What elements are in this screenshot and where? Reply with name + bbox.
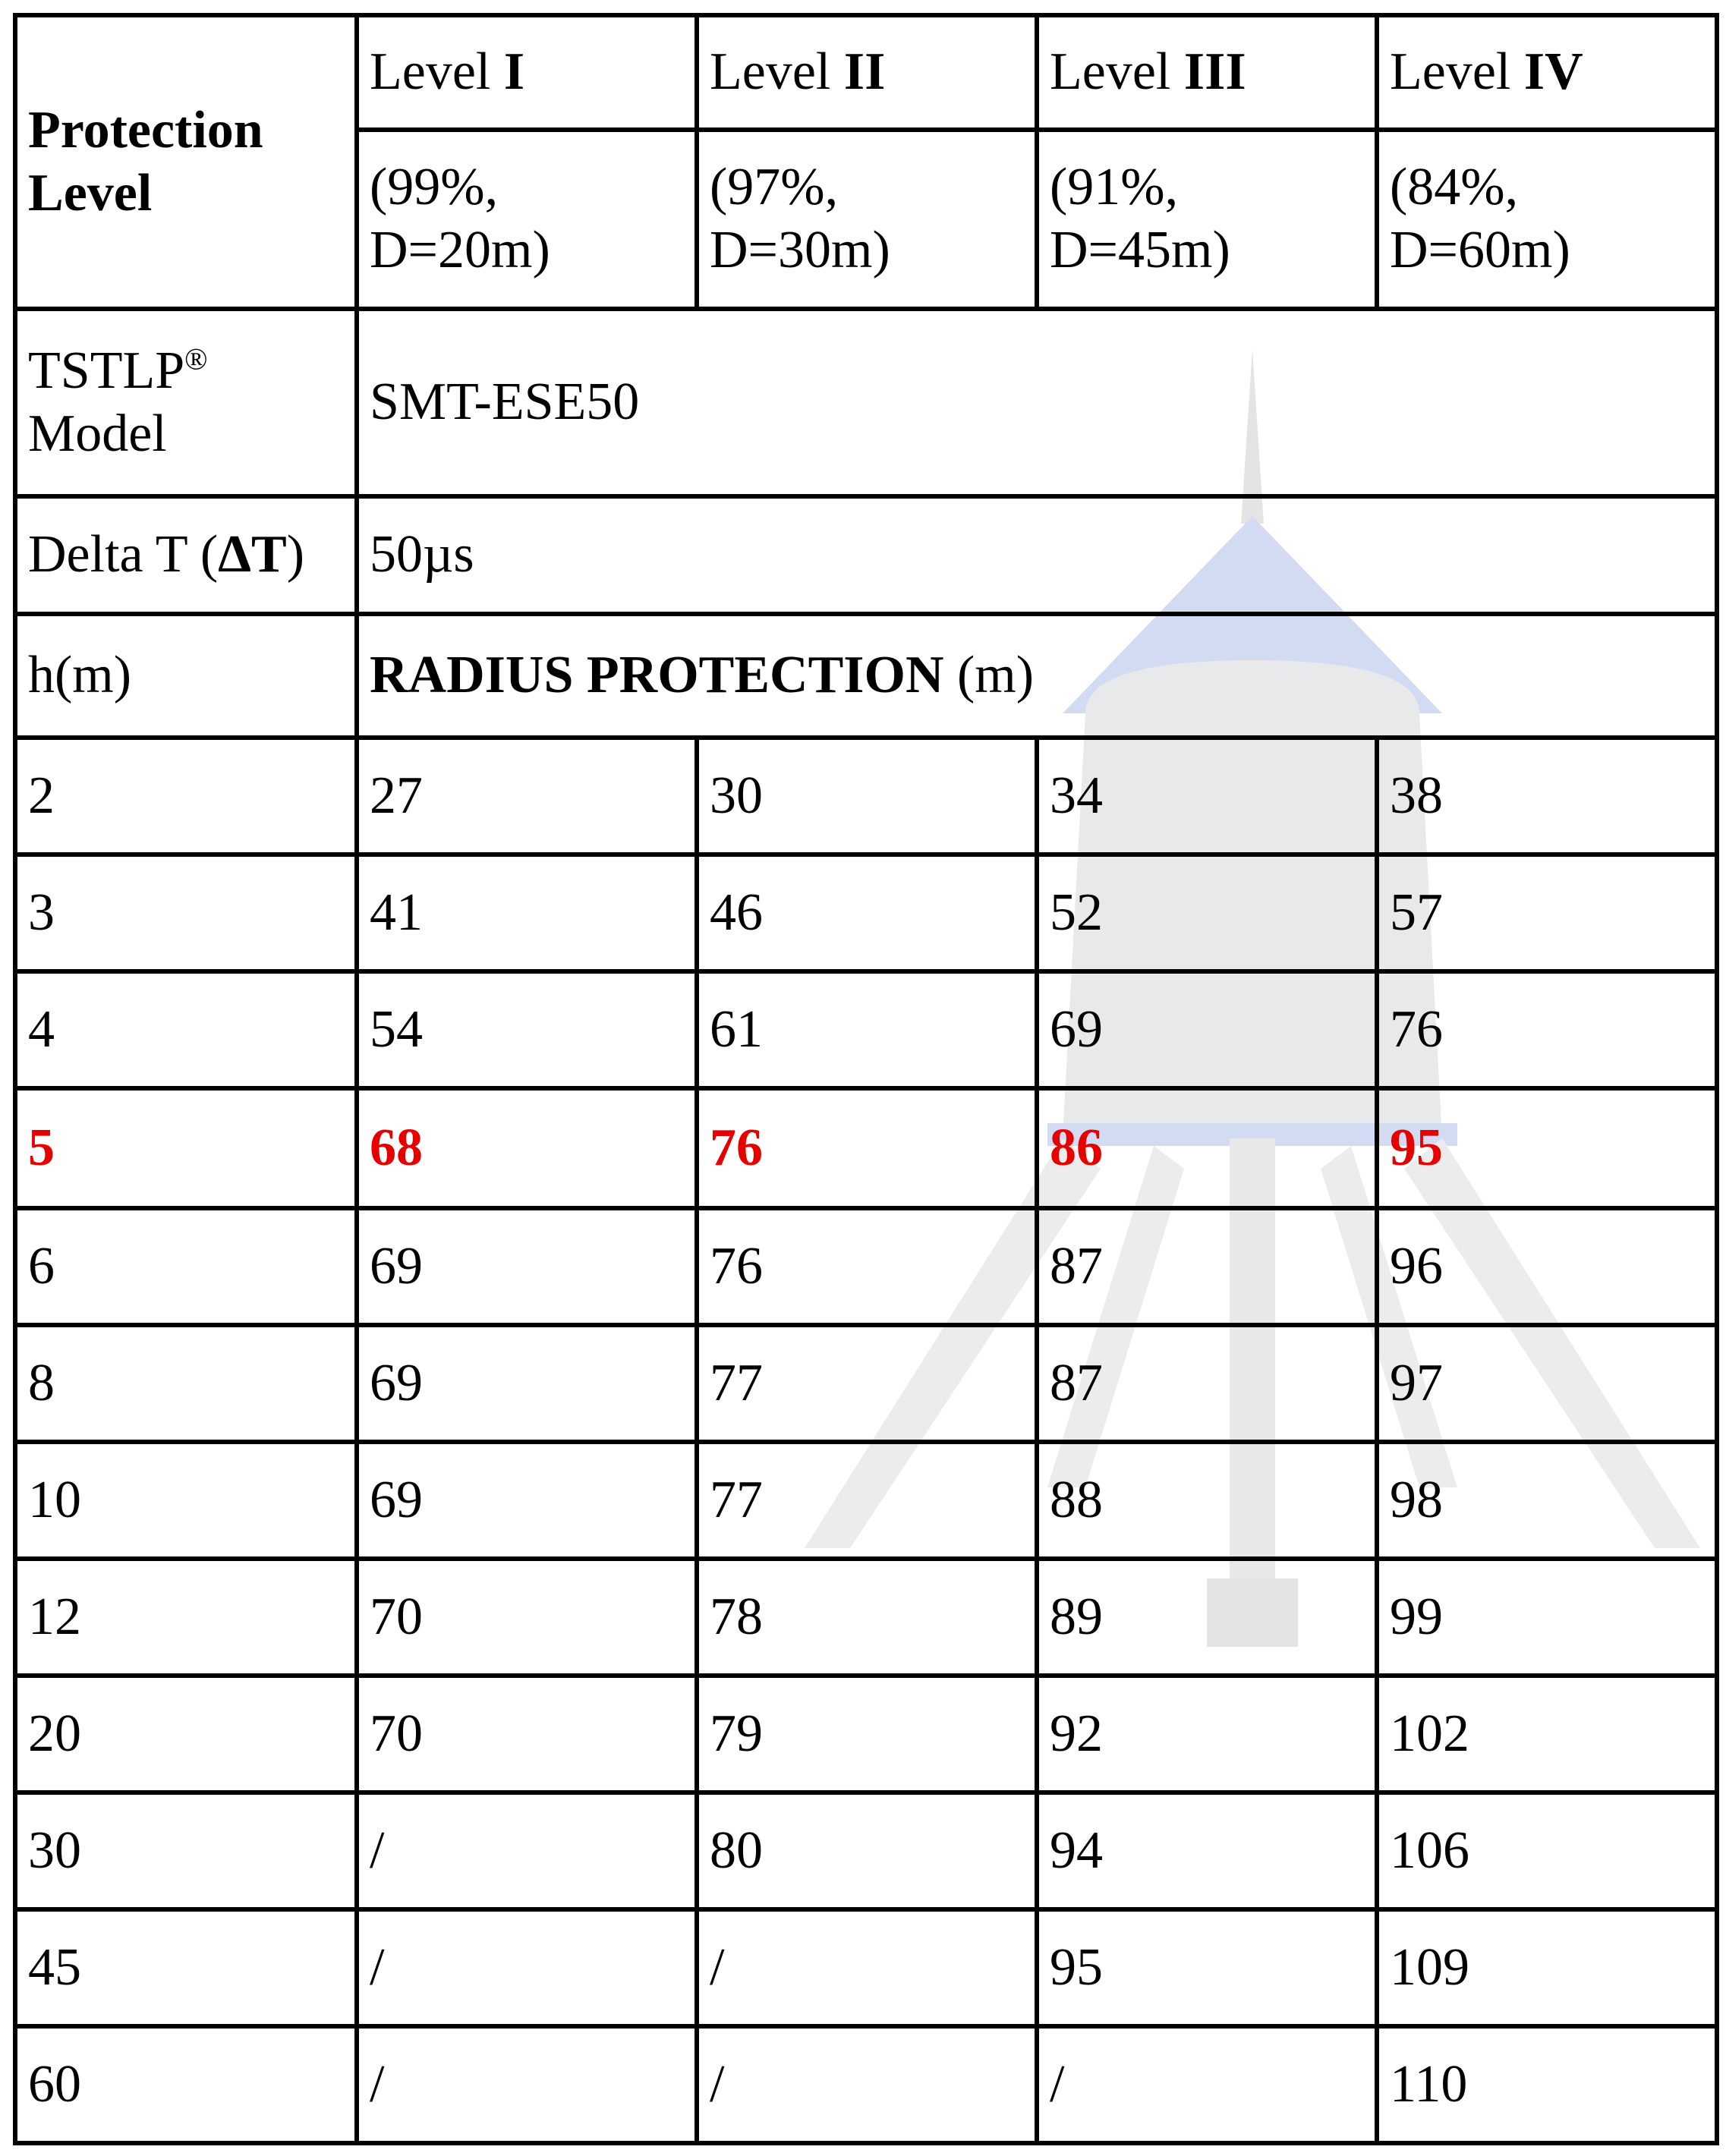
radius-cell: / (697, 2026, 1037, 2143)
model-value: SMT-ESE50 (357, 309, 1717, 496)
radius-cell: 54 (357, 971, 697, 1088)
radius-protection-title: RADIUS PROTECTION (m) (357, 614, 1717, 738)
radius-cell: 57 (1377, 855, 1717, 971)
table-row (15, 2026, 1717, 2143)
table-row (15, 1325, 1717, 1442)
radius-cell: 69 (1037, 971, 1377, 1088)
radius-cell: 99 (1377, 1559, 1717, 1676)
table-row (15, 971, 1717, 1088)
level-1-detail: (99%, D=20m) (357, 130, 697, 309)
radius-cell: 98 (1377, 1442, 1717, 1559)
radius-cell: 77 (697, 1442, 1037, 1559)
radius-cell: 69 (357, 1442, 697, 1559)
radius-cell: 77 (697, 1325, 1037, 1442)
delta-t-value: 50µs (357, 496, 1717, 614)
height-cell: 12 (15, 1559, 357, 1676)
model-label: TSTLP® Model (15, 309, 357, 496)
level-2-detail: (97%, D=30m) (697, 130, 1037, 309)
radius-cell: 96 (1377, 1208, 1717, 1325)
radius-cell: / (357, 2026, 697, 2143)
radius-cell: 86 (1037, 1088, 1377, 1208)
table-row (15, 855, 1717, 971)
protection-level-header (15, 15, 357, 309)
height-label: h(m) (15, 614, 357, 738)
height-cell: 5 (15, 1088, 357, 1208)
table-row (15, 1909, 1717, 2026)
level-2-header: Level II (697, 15, 1037, 130)
delta-t-label: Delta T (ΔT) (15, 496, 357, 614)
table-row (15, 1676, 1717, 1792)
radius-cell: 68 (357, 1088, 697, 1208)
radius-cell: 102 (1377, 1676, 1717, 1792)
table-row (15, 1088, 1717, 1208)
radius-cell: 80 (697, 1792, 1037, 1909)
level-3-detail: (91%, D=45m) (1037, 130, 1377, 309)
radius-cell: 69 (357, 1208, 697, 1325)
radius-cell: 70 (357, 1559, 697, 1676)
radius-cell: 88 (1037, 1442, 1377, 1559)
radius-cell: 76 (1377, 971, 1717, 1088)
radius-cell: 109 (1377, 1909, 1717, 2026)
radius-cell: 41 (357, 855, 697, 971)
radius-cell: / (1037, 2026, 1377, 2143)
radius-cell: 78 (697, 1559, 1037, 1676)
table-row (15, 1559, 1717, 1676)
radius-cell: 110 (1377, 2026, 1717, 2143)
table-row (15, 1442, 1717, 1559)
radius-cell: 30 (697, 738, 1037, 855)
radius-cell: 106 (1377, 1792, 1717, 1909)
radius-cell: 95 (1377, 1088, 1717, 1208)
radius-cell: 92 (1037, 1676, 1377, 1792)
height-cell: 45 (15, 1909, 357, 2026)
height-cell: 30 (15, 1792, 357, 1909)
level-4-detail: (84%, D=60m) (1377, 130, 1717, 309)
level-1-header: Level I (357, 15, 697, 130)
height-cell: 20 (15, 1676, 357, 1792)
radius-cell: 87 (1037, 1208, 1377, 1325)
protection-radius-table (13, 13, 1719, 2145)
radius-cell: 89 (1037, 1559, 1377, 1676)
table-row (15, 1208, 1717, 1325)
radius-cell: 69 (357, 1325, 697, 1442)
radius-cell: 46 (697, 855, 1037, 971)
table-row (15, 1792, 1717, 1909)
radius-cell: / (697, 1909, 1037, 2026)
height-cell: 4 (15, 971, 357, 1088)
radius-cell: 34 (1037, 738, 1377, 855)
radius-cell: 27 (357, 738, 697, 855)
radius-cell: 87 (1037, 1325, 1377, 1442)
height-cell: 2 (15, 738, 357, 855)
radius-cell: / (357, 1909, 697, 2026)
radius-cell: 97 (1377, 1325, 1717, 1442)
radius-cell: 94 (1037, 1792, 1377, 1909)
height-cell: 60 (15, 2026, 357, 2143)
radius-cell: 79 (697, 1676, 1037, 1792)
radius-data-rows (15, 738, 1717, 2143)
protection-level-label: Protection Level (28, 100, 263, 222)
height-cell: 8 (15, 1325, 357, 1442)
radius-cell: 61 (697, 971, 1037, 1088)
radius-cell: 70 (357, 1676, 697, 1792)
height-cell: 10 (15, 1442, 357, 1559)
radius-cell: 76 (697, 1088, 1037, 1208)
level-4-header: Level IV (1377, 15, 1717, 130)
height-cell: 3 (15, 855, 357, 971)
radius-cell: 38 (1377, 738, 1717, 855)
radius-cell: 76 (697, 1208, 1037, 1325)
radius-cell: / (357, 1792, 697, 1909)
height-cell: 6 (15, 1208, 357, 1325)
radius-cell: 52 (1037, 855, 1377, 971)
level-3-header: Level III (1037, 15, 1377, 130)
radius-cell: 95 (1037, 1909, 1377, 2026)
table-row (15, 738, 1717, 855)
